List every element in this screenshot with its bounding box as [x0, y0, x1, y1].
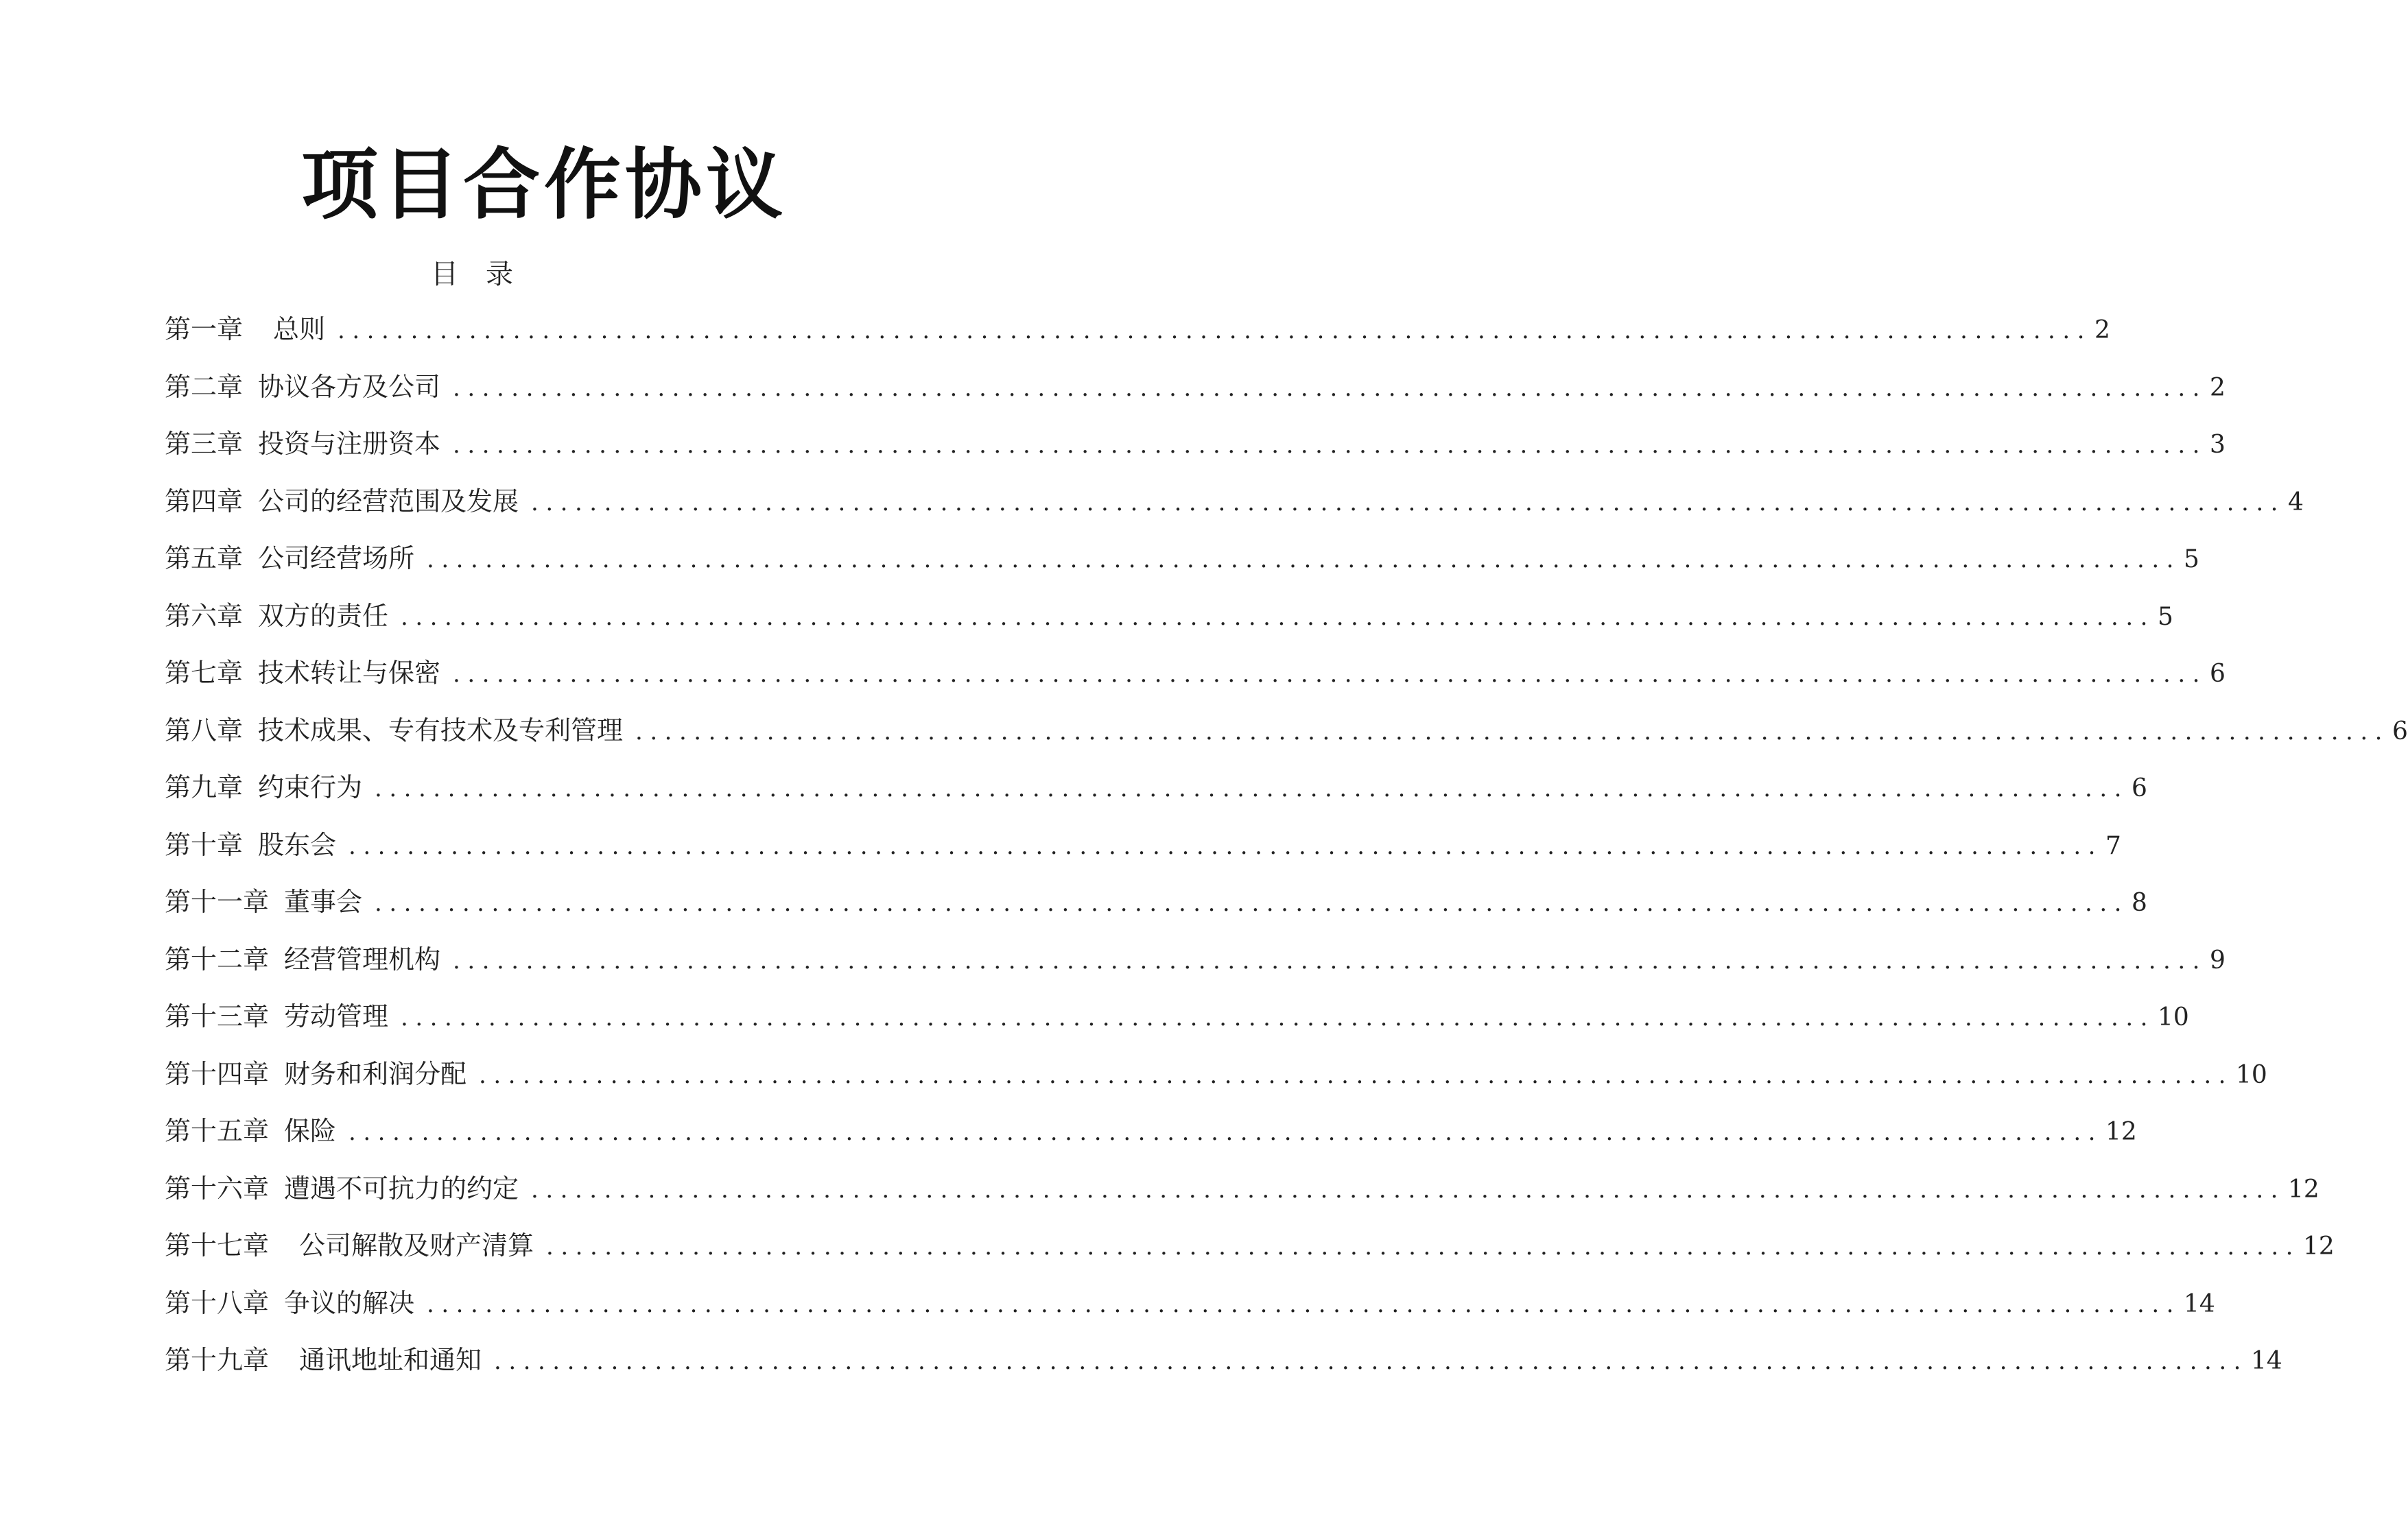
toc-chapter-number: 第七章: [165, 658, 244, 688]
toc-entry[interactable]: [165, 940, 2226, 998]
toc-chapter-title: 保险: [284, 1116, 337, 1146]
toc-page-number: 12: [2302, 1232, 2335, 1261]
toc-chapter-number: 第四章: [165, 486, 244, 516]
toc-page-number: 10: [2235, 1060, 2267, 1089]
toc-entry[interactable]: [165, 654, 2226, 711]
toc-chapter-title: 劳动管理: [284, 1001, 389, 1031]
toc-heading: 目 录: [431, 259, 513, 290]
toc-entry[interactable]: [165, 310, 2110, 368]
toc-chapter-title: 通讯地址和通知: [299, 1345, 482, 1375]
toc-chapter-number: 第五章: [165, 543, 244, 573]
toc-entry[interactable]: [165, 1055, 2267, 1112]
toc-page-number: 12: [2287, 1175, 2320, 1204]
toc-entry[interactable]: [165, 997, 2189, 1055]
toc-chapter-number: 第六章: [165, 600, 244, 631]
toc-entry[interactable]: [165, 711, 2408, 769]
toc-page-number: 12: [2105, 1118, 2137, 1146]
toc-chapter-number: 第十章: [165, 829, 244, 860]
toc-entry[interactable]: [165, 883, 2147, 940]
document-title: 项目合作协议: [301, 141, 787, 230]
toc-chapter-title: 董事会: [284, 887, 363, 917]
toc-dot-leader: ........................................................................................................................: [375, 775, 2129, 802]
toc-entry[interactable]: [165, 826, 2121, 883]
toc-entry[interactable]: [165, 1169, 2320, 1227]
toc-chapter-title: 遭遇不可抗力的约定: [284, 1173, 519, 1204]
toc-chapter-number: 第十一章: [165, 887, 270, 917]
toc-chapter-number: 第十七章: [165, 1230, 270, 1261]
toc-chapter-number: 第十五章: [165, 1116, 270, 1146]
toc-entry[interactable]: [165, 768, 2147, 826]
toc-chapter-number: 第二章: [165, 371, 244, 402]
toc-chapter-title: 投资与注册资本: [258, 429, 441, 459]
toc-dot-leader: ........................................................................................................................: [546, 1233, 2300, 1261]
toc-entry[interactable]: [165, 1284, 2215, 1341]
toc-dot-leader: ........................................................................................................................: [531, 1176, 2285, 1204]
toc-chapter-title: 总则: [273, 314, 326, 344]
toc-page-number: 3: [2209, 431, 2226, 459]
toc-dot-leader: ........................................................................................................................: [427, 546, 2181, 573]
toc-entry[interactable]: [165, 1112, 2137, 1169]
toc-dot-leader: ........................................................................................................................: [453, 431, 2207, 459]
toc-dot-leader: ........................................................................................................................: [401, 603, 2155, 631]
toc-dot-leader: ........................................................................................................................: [349, 1119, 2103, 1146]
toc-dot-leader: ........................................................................................................................: [635, 717, 2389, 745]
toc-entry[interactable]: [165, 1341, 2282, 1398]
toc-chapter-title: 公司的经营范围及发展: [258, 486, 519, 516]
toc-page-number: 6: [2131, 774, 2147, 802]
toc-dot-leader: ........................................................................................................................: [349, 832, 2103, 860]
toc-chapter-number: 第十二章: [165, 944, 270, 975]
toc-page-number: 14: [2183, 1289, 2215, 1318]
toc-entry[interactable]: [165, 597, 2173, 654]
toc-page-number: 6: [2392, 717, 2408, 745]
toc-chapter-title: 双方的责任: [258, 600, 389, 631]
toc-chapter-title: 经营管理机构: [284, 944, 441, 975]
toc-dot-leader: ........................................................................................................................: [338, 317, 2092, 344]
toc-chapter-title: 技术转让与保密: [258, 658, 441, 688]
toc-dot-leader: ........................................................................................................................: [494, 1348, 2248, 1375]
toc-chapter-number: 第三章: [165, 429, 244, 459]
toc-chapter-number: 第一章: [165, 314, 244, 344]
toc-page-number: 4: [2287, 488, 2304, 516]
toc-chapter-number: 第十六章: [165, 1173, 270, 1204]
toc-page-number: 7: [2105, 831, 2121, 860]
toc-page-number: 9: [2209, 946, 2226, 975]
toc-chapter-title: 协议各方及公司: [258, 371, 441, 402]
toc-page-number: 2: [2094, 316, 2110, 344]
toc-chapter-title: 公司经营场所: [258, 543, 415, 573]
toc-entry[interactable]: [165, 539, 2199, 597]
toc-dot-leader: ........................................................................................................................: [401, 1004, 2155, 1031]
toc-chapter-number: 第十八章: [165, 1287, 270, 1318]
toc-chapter-number: 第十四章: [165, 1058, 270, 1089]
toc-chapter-title: 技术成果、专有技术及专利管理: [258, 715, 624, 745]
toc-dot-leader: ........................................................................................................................: [453, 660, 2207, 688]
toc-dot-leader: ........................................................................................................................: [375, 890, 2129, 917]
toc-page-number: 10: [2157, 1003, 2189, 1031]
toc-page-number: 8: [2131, 889, 2147, 917]
toc-chapter-number: 第九章: [165, 772, 244, 802]
toc-entry[interactable]: [165, 482, 2304, 540]
toc-chapter-title: 争议的解决: [284, 1287, 415, 1318]
toc-chapter-title: 财务和利润分配: [284, 1058, 467, 1089]
toc-page-number: 6: [2209, 660, 2226, 688]
toc-page-number: 5: [2157, 602, 2173, 631]
toc-dot-leader: ........................................................................................................................: [453, 946, 2207, 975]
toc-dot-leader: ........................................................................................................................: [531, 488, 2285, 516]
toc-entry[interactable]: [165, 425, 2226, 482]
toc-chapter-title: 股东会: [258, 829, 337, 860]
toc-page-number: 5: [2183, 545, 2199, 573]
toc-dot-leader: ........................................................................................................................: [479, 1061, 2233, 1089]
toc-chapter-number: 第十九章: [165, 1345, 270, 1375]
toc-chapter-number: 第八章: [165, 715, 244, 745]
toc-chapter-title: 公司解散及财产清算: [299, 1230, 534, 1261]
toc-dot-leader: ........................................................................................................................: [427, 1290, 2181, 1318]
table-of-contents: [165, 310, 2408, 1398]
toc-chapter-number: 第十三章: [165, 1001, 270, 1031]
toc-chapter-title: 约束行为: [258, 772, 363, 802]
toc-dot-leader: ........................................................................................................................: [453, 374, 2207, 402]
toc-page-number: 2: [2209, 373, 2226, 402]
toc-entry[interactable]: [165, 1226, 2335, 1284]
toc-page-number: 14: [2250, 1347, 2282, 1375]
toc-entry[interactable]: [165, 368, 2226, 425]
